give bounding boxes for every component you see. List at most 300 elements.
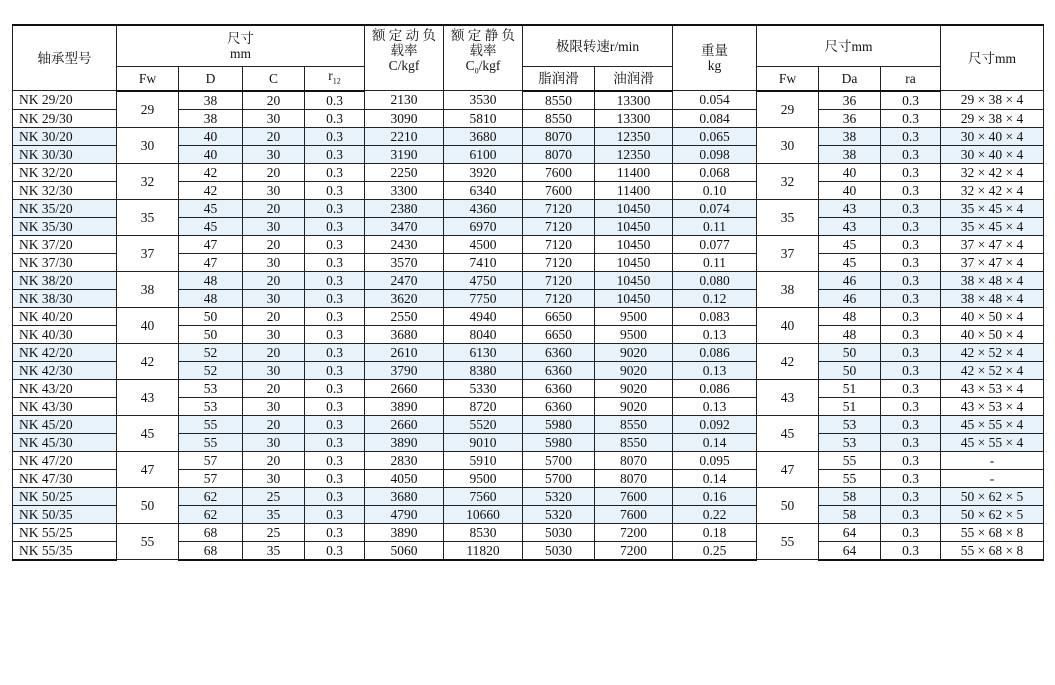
cell-oil: 12350	[595, 127, 673, 145]
cell-ra: 0.3	[881, 541, 941, 560]
table-row	[13, 163, 1044, 181]
cell-grease: 6360	[523, 379, 595, 397]
cell-dyn: 2130	[365, 91, 444, 110]
cell-da: 43	[819, 199, 881, 217]
cell-grease: 5980	[523, 433, 595, 451]
cell-weight: 0.068	[673, 163, 757, 181]
cell-oil: 9500	[595, 307, 673, 325]
cell-r: 0.3	[305, 487, 365, 505]
cell-size: 38 × 48 × 4	[941, 289, 1044, 307]
cell-model: NK 50/35	[13, 505, 117, 523]
cell-size: 37 × 47 × 4	[941, 253, 1044, 271]
cell-model: NK 30/20	[13, 127, 117, 145]
cell-ra: 0.3	[881, 487, 941, 505]
cell-r: 0.3	[305, 361, 365, 379]
cell-r: 0.3	[305, 415, 365, 433]
cell-r: 0.3	[305, 109, 365, 127]
cell-c: 25	[243, 523, 305, 541]
cell-d: 53	[179, 379, 243, 397]
cell-size: 43 × 53 × 4	[941, 379, 1044, 397]
header-r12-base: r	[328, 68, 333, 83]
cell-grease: 5030	[523, 541, 595, 560]
cell-oil: 10450	[595, 253, 673, 271]
cell-model: NK 35/20	[13, 199, 117, 217]
cell-ra: 0.3	[881, 469, 941, 487]
cell-da: 51	[819, 397, 881, 415]
cell-fw: 45	[117, 415, 179, 451]
cell-da: 40	[819, 181, 881, 199]
cell-size: 55 × 68 × 8	[941, 523, 1044, 541]
cell-ra: 0.3	[881, 271, 941, 289]
cell-oil: 8550	[595, 433, 673, 451]
cell-c: 20	[243, 235, 305, 253]
cell-grease: 8070	[523, 127, 595, 145]
cell-stat: 6970	[444, 217, 523, 235]
cell-ra: 0.3	[881, 235, 941, 253]
cell-r: 0.3	[305, 253, 365, 271]
cell-ra: 0.3	[881, 217, 941, 235]
cell-c: 25	[243, 487, 305, 505]
cell-fw: 30	[117, 127, 179, 163]
cell-da: 53	[819, 433, 881, 451]
cell-ra: 0.3	[881, 379, 941, 397]
header-mount-dims-title: 尺寸mm	[824, 38, 873, 54]
cell-model: NK 38/30	[13, 289, 117, 307]
cell-fw: 35	[117, 199, 179, 235]
cell-dyn: 2660	[365, 379, 444, 397]
cell-stat: 7750	[444, 289, 523, 307]
cell-dyn: 2210	[365, 127, 444, 145]
cell-d: 45	[179, 217, 243, 235]
cell-d: 40	[179, 127, 243, 145]
cell-r: 0.3	[305, 199, 365, 217]
cell-c: 20	[243, 163, 305, 181]
cell-r: 0.3	[305, 289, 365, 307]
cell-stat: 4500	[444, 235, 523, 253]
table-row	[13, 523, 1044, 541]
cell-size: 50 × 62 × 5	[941, 487, 1044, 505]
cell-weight: 0.054	[673, 91, 757, 110]
cell-model: NK 40/30	[13, 325, 117, 343]
cell-dyn: 3300	[365, 181, 444, 199]
cell-model: NK 35/30	[13, 217, 117, 235]
cell-grease: 6650	[523, 307, 595, 325]
cell-fw: 32	[117, 163, 179, 199]
cell-model: NK 40/20	[13, 307, 117, 325]
cell-r: 0.3	[305, 145, 365, 163]
cell-oil: 9020	[595, 379, 673, 397]
cell-c: 20	[243, 451, 305, 469]
cell-grease: 5700	[523, 451, 595, 469]
cell-weight: 0.12	[673, 289, 757, 307]
cell-weight: 0.18	[673, 523, 757, 541]
header-mount-fw: Fw	[757, 67, 819, 91]
header-r12	[305, 67, 365, 91]
cell-model: NK 50/25	[13, 487, 117, 505]
cell-r: 0.3	[305, 181, 365, 199]
cell-d: 57	[179, 451, 243, 469]
cell-dyn: 2430	[365, 235, 444, 253]
cell-grease: 5980	[523, 415, 595, 433]
cell-size: -	[941, 451, 1044, 469]
cell-fw: 42	[117, 343, 179, 379]
cell-dyn: 3570	[365, 253, 444, 271]
cell-model: NK 43/20	[13, 379, 117, 397]
cell-c: 30	[243, 109, 305, 127]
cell-model: NK 47/20	[13, 451, 117, 469]
cell-r: 0.3	[305, 433, 365, 451]
cell-da: 64	[819, 523, 881, 541]
header-static-load-line3	[444, 58, 522, 79]
table-row	[13, 415, 1044, 433]
cell-ra: 0.3	[881, 91, 941, 110]
cell-ra: 0.3	[881, 289, 941, 307]
cell-c: 20	[243, 271, 305, 289]
cell-da: 36	[819, 91, 881, 110]
cell-r: 0.3	[305, 127, 365, 145]
header-d: D	[179, 67, 243, 91]
cell-da: 38	[819, 145, 881, 163]
cell-weight: 0.14	[673, 433, 757, 451]
cell-c: 35	[243, 541, 305, 560]
cell-r: 0.3	[305, 271, 365, 289]
cell-da: 50	[819, 361, 881, 379]
table-row	[13, 271, 1044, 289]
cell-dyn: 3090	[365, 109, 444, 127]
header-mount-dims	[757, 25, 941, 67]
cell-weight: 0.11	[673, 253, 757, 271]
cell-ra: 0.3	[881, 163, 941, 181]
cell-dyn: 2830	[365, 451, 444, 469]
cell-da: 51	[819, 379, 881, 397]
cell-stat: 3530	[444, 91, 523, 110]
cell-c: 30	[243, 325, 305, 343]
header-static-load-line2: 载率	[469, 43, 497, 58]
cell-weight: 0.11	[673, 217, 757, 235]
cell-r: 0.3	[305, 505, 365, 523]
cell-size: 35 × 45 × 4	[941, 199, 1044, 217]
bearing-spec-table	[12, 24, 1044, 561]
cell-size: 43 × 53 × 4	[941, 397, 1044, 415]
cell-d: 42	[179, 163, 243, 181]
cell-weight: 0.092	[673, 415, 757, 433]
cell-mount-fw: 47	[757, 451, 819, 487]
cell-da: 48	[819, 325, 881, 343]
cell-stat: 8530	[444, 523, 523, 541]
cell-model: NK 30/30	[13, 145, 117, 163]
cell-weight: 0.077	[673, 235, 757, 253]
cell-dyn: 3890	[365, 397, 444, 415]
cell-grease: 7600	[523, 163, 595, 181]
cell-d: 62	[179, 487, 243, 505]
cell-dyn: 3470	[365, 217, 444, 235]
cell-d: 47	[179, 253, 243, 271]
cell-stat: 3920	[444, 163, 523, 181]
cell-stat: 6130	[444, 343, 523, 361]
cell-r: 0.3	[305, 235, 365, 253]
cell-r: 0.3	[305, 541, 365, 560]
cell-stat: 3680	[444, 127, 523, 145]
cell-model: NK 43/30	[13, 397, 117, 415]
cell-stat: 4360	[444, 199, 523, 217]
header-size	[941, 25, 1044, 91]
cell-dyn: 2380	[365, 199, 444, 217]
cell-d: 50	[179, 325, 243, 343]
cell-stat: 9500	[444, 469, 523, 487]
cell-r: 0.3	[305, 397, 365, 415]
cell-dyn: 2660	[365, 415, 444, 433]
cell-oil: 10450	[595, 199, 673, 217]
header-weight-unit: kg	[707, 58, 722, 74]
cell-d: 42	[179, 181, 243, 199]
cell-stat: 5910	[444, 451, 523, 469]
cell-r: 0.3	[305, 163, 365, 181]
cell-d: 55	[179, 415, 243, 433]
cell-c: 20	[243, 199, 305, 217]
cell-mount-fw: 29	[757, 91, 819, 128]
cell-mount-fw: 38	[757, 271, 819, 307]
cell-size: 50 × 62 × 5	[941, 505, 1044, 523]
header-dimensions-title: 尺寸	[227, 31, 254, 46]
table-row	[13, 199, 1044, 217]
cell-stat: 7410	[444, 253, 523, 271]
cell-d: 57	[179, 469, 243, 487]
cell-d: 48	[179, 289, 243, 307]
cell-c: 20	[243, 379, 305, 397]
header-static-sub: 0	[474, 66, 479, 76]
cell-oil: 10450	[595, 271, 673, 289]
cell-ra: 0.3	[881, 307, 941, 325]
cell-size: 55 × 68 × 8	[941, 541, 1044, 560]
cell-dyn: 3680	[365, 325, 444, 343]
cell-model: NK 32/20	[13, 163, 117, 181]
cell-r: 0.3	[305, 343, 365, 361]
cell-ra: 0.3	[881, 433, 941, 451]
table-row	[13, 487, 1044, 505]
header-c: C	[243, 67, 305, 91]
cell-d: 47	[179, 235, 243, 253]
cell-oil: 11400	[595, 163, 673, 181]
cell-mount-fw: 55	[757, 523, 819, 560]
cell-stat: 10660	[444, 505, 523, 523]
cell-model: NK 55/35	[13, 541, 117, 560]
cell-oil: 13300	[595, 109, 673, 127]
header-dynamic-load	[365, 25, 444, 91]
cell-mount-fw: 43	[757, 379, 819, 415]
cell-d: 62	[179, 505, 243, 523]
cell-c: 20	[243, 127, 305, 145]
cell-grease: 7120	[523, 217, 595, 235]
cell-fw: 38	[117, 271, 179, 307]
cell-size: 45 × 55 × 4	[941, 415, 1044, 433]
cell-da: 38	[819, 127, 881, 145]
cell-grease: 6360	[523, 361, 595, 379]
cell-fw: 55	[117, 523, 179, 560]
cell-grease: 7600	[523, 181, 595, 199]
cell-da: 58	[819, 505, 881, 523]
cell-grease: 7120	[523, 253, 595, 271]
cell-grease: 6650	[523, 325, 595, 343]
header-model	[13, 25, 117, 91]
cell-mount-fw: 50	[757, 487, 819, 523]
cell-weight: 0.065	[673, 127, 757, 145]
cell-weight: 0.084	[673, 109, 757, 127]
cell-dyn: 3620	[365, 289, 444, 307]
cell-grease: 6360	[523, 397, 595, 415]
cell-model: NK 55/25	[13, 523, 117, 541]
cell-stat: 5810	[444, 109, 523, 127]
cell-weight: 0.080	[673, 271, 757, 289]
cell-weight: 0.10	[673, 181, 757, 199]
header-weight	[673, 25, 757, 91]
table-body	[13, 91, 1044, 560]
header-oil: 油润滑	[595, 67, 673, 91]
cell-dyn: 4790	[365, 505, 444, 523]
cell-dyn: 2470	[365, 271, 444, 289]
cell-mount-fw: 45	[757, 415, 819, 451]
cell-mount-fw: 37	[757, 235, 819, 271]
cell-size: 35 × 45 × 4	[941, 217, 1044, 235]
cell-oil: 13300	[595, 91, 673, 110]
cell-weight: 0.13	[673, 361, 757, 379]
cell-da: 50	[819, 343, 881, 361]
cell-r: 0.3	[305, 91, 365, 110]
cell-c: 30	[243, 181, 305, 199]
cell-size: 32 × 42 × 4	[941, 163, 1044, 181]
cell-model: NK 42/30	[13, 361, 117, 379]
header-speed	[523, 25, 673, 67]
cell-grease: 5030	[523, 523, 595, 541]
cell-da: 58	[819, 487, 881, 505]
cell-da: 46	[819, 271, 881, 289]
cell-stat: 8380	[444, 361, 523, 379]
cell-oil: 7200	[595, 523, 673, 541]
header-dynamic-load-line1: 额 定 动 负	[371, 28, 437, 43]
cell-da: 48	[819, 307, 881, 325]
cell-fw: 50	[117, 487, 179, 523]
cell-fw: 40	[117, 307, 179, 343]
cell-model: NK 32/30	[13, 181, 117, 199]
table-row	[13, 307, 1044, 325]
cell-d: 52	[179, 361, 243, 379]
cell-c: 20	[243, 307, 305, 325]
table-header	[13, 25, 1044, 91]
cell-grease: 7120	[523, 289, 595, 307]
header-dynamic-load-line2: 载率	[390, 43, 418, 58]
header-ra: ra	[881, 67, 941, 91]
cell-oil: 10450	[595, 235, 673, 253]
cell-stat: 8720	[444, 397, 523, 415]
cell-stat: 8040	[444, 325, 523, 343]
cell-da: 53	[819, 415, 881, 433]
cell-weight: 0.13	[673, 397, 757, 415]
cell-size: 29 × 38 × 4	[941, 109, 1044, 127]
cell-ra: 0.3	[881, 415, 941, 433]
cell-c: 30	[243, 433, 305, 451]
cell-oil: 12350	[595, 145, 673, 163]
cell-c: 30	[243, 361, 305, 379]
cell-da: 55	[819, 469, 881, 487]
cell-weight: 0.083	[673, 307, 757, 325]
cell-d: 55	[179, 433, 243, 451]
cell-weight: 0.25	[673, 541, 757, 560]
cell-stat: 6100	[444, 145, 523, 163]
cell-da: 40	[819, 163, 881, 181]
cell-ra: 0.3	[881, 523, 941, 541]
cell-c: 30	[243, 289, 305, 307]
cell-da: 45	[819, 253, 881, 271]
cell-da: 64	[819, 541, 881, 560]
cell-weight: 0.086	[673, 343, 757, 361]
cell-ra: 0.3	[881, 109, 941, 127]
cell-da: 55	[819, 451, 881, 469]
cell-oil: 11400	[595, 181, 673, 199]
cell-mount-fw: 42	[757, 343, 819, 379]
header-static-unit: /kgf	[478, 58, 501, 73]
cell-r: 0.3	[305, 217, 365, 235]
cell-grease: 8070	[523, 145, 595, 163]
cell-oil: 10450	[595, 289, 673, 307]
cell-grease: 7120	[523, 235, 595, 253]
cell-oil: 8070	[595, 451, 673, 469]
cell-oil: 9500	[595, 325, 673, 343]
cell-grease: 7120	[523, 199, 595, 217]
header-model-label: 轴承型号	[37, 50, 92, 66]
cell-size: 37 × 47 × 4	[941, 235, 1044, 253]
cell-d: 50	[179, 307, 243, 325]
cell-dyn: 3890	[365, 523, 444, 541]
cell-d: 40	[179, 145, 243, 163]
cell-size: 29 × 38 × 4	[941, 91, 1044, 110]
cell-r: 0.3	[305, 451, 365, 469]
cell-dyn: 3680	[365, 487, 444, 505]
cell-c: 20	[243, 415, 305, 433]
cell-stat: 7560	[444, 487, 523, 505]
cell-d: 53	[179, 397, 243, 415]
cell-mount-fw: 40	[757, 307, 819, 343]
cell-grease: 8550	[523, 91, 595, 110]
cell-fw: 43	[117, 379, 179, 415]
cell-model: NK 45/30	[13, 433, 117, 451]
cell-d: 68	[179, 523, 243, 541]
cell-model: NK 29/30	[13, 109, 117, 127]
cell-size: -	[941, 469, 1044, 487]
cell-weight: 0.086	[673, 379, 757, 397]
cell-mount-fw: 35	[757, 199, 819, 235]
header-grease: 脂润滑	[523, 67, 595, 91]
cell-oil: 9020	[595, 397, 673, 415]
table-row	[13, 451, 1044, 469]
cell-c: 30	[243, 397, 305, 415]
cell-ra: 0.3	[881, 145, 941, 163]
cell-grease: 5320	[523, 487, 595, 505]
cell-stat: 11820	[444, 541, 523, 560]
cell-fw: 29	[117, 91, 179, 128]
cell-grease: 5320	[523, 505, 595, 523]
cell-dyn: 5060	[365, 541, 444, 560]
table-row	[13, 379, 1044, 397]
cell-ra: 0.3	[881, 199, 941, 217]
header-size-title: 尺寸mm	[968, 50, 1017, 66]
cell-stat: 5520	[444, 415, 523, 433]
cell-stat: 4940	[444, 307, 523, 325]
cell-grease: 6360	[523, 343, 595, 361]
bearing-spec-table-container	[12, 24, 1043, 561]
cell-oil: 7600	[595, 487, 673, 505]
cell-dyn: 3890	[365, 433, 444, 451]
cell-fw: 37	[117, 235, 179, 271]
cell-size: 30 × 40 × 4	[941, 127, 1044, 145]
